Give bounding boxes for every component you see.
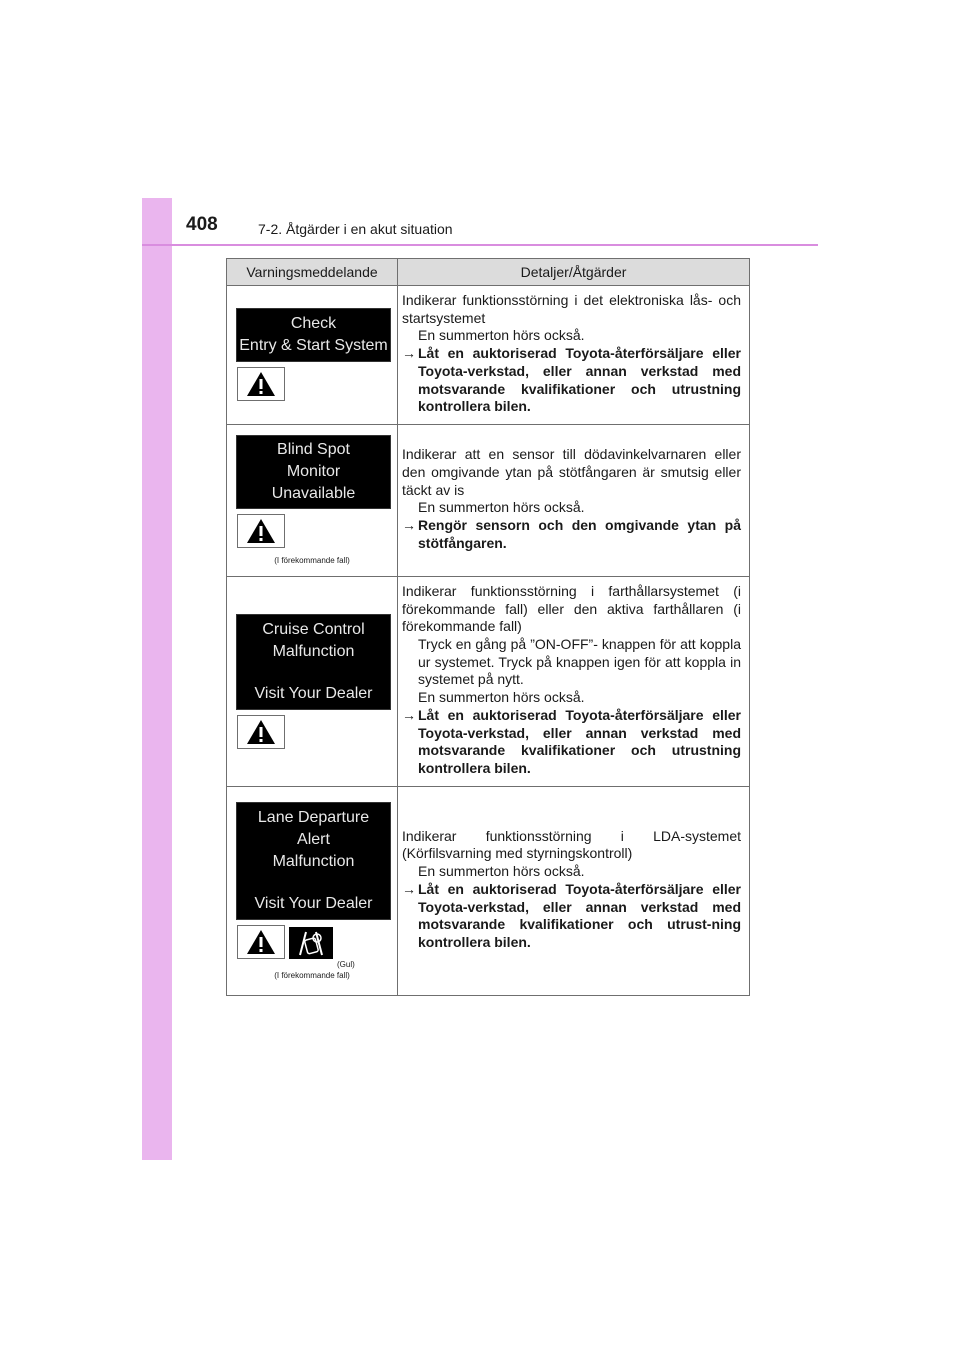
- message-cell: [227, 576, 398, 786]
- availability-caption: (I förekommande fall): [274, 970, 350, 980]
- indicator-row: [237, 925, 397, 969]
- color-label: (Gul): [337, 959, 355, 969]
- page-number: 408: [186, 214, 218, 235]
- table-header-row: [227, 259, 750, 286]
- description-text: Indikerar funktionsstörning i LDA-systemet (Körfilsvarning med styrningskontroll): [402, 827, 741, 862]
- table-row: [227, 286, 750, 425]
- details-cell: [398, 786, 750, 995]
- action-text: [402, 345, 741, 416]
- indicator-row: [237, 367, 397, 401]
- message-cell: [227, 286, 398, 425]
- warning-triangle-icon: [237, 367, 285, 401]
- note-text: En summerton hörs också.: [418, 327, 585, 344]
- note-text: En summerton hörs också.: [418, 499, 585, 516]
- indicator-row: [237, 715, 397, 749]
- display-line: Entry & Start System: [239, 337, 388, 355]
- display-line: Monitor: [286, 463, 341, 481]
- details-cell: [398, 424, 750, 576]
- display-message: [236, 435, 391, 509]
- display-line: Malfunction: [272, 852, 355, 870]
- description-text: Indikerar funktionsstörning i det elektroniska lås- och startsystemet: [402, 292, 741, 326]
- display-line: Lane Departure: [257, 808, 370, 826]
- description-text: Indikerar funktionsstörning i farthållarsystemet (i förekommande fall) eller den aktiva farthållaren (i förekommande fall): [402, 582, 741, 635]
- note-text: En summerton hörs också.: [418, 863, 585, 880]
- table-row: [227, 786, 750, 995]
- display-gap: [237, 873, 390, 893]
- arrow-icon: →: [402, 517, 416, 534]
- message-cell: [227, 424, 398, 576]
- side-tab-band: [142, 198, 172, 1160]
- display-message: [236, 614, 391, 710]
- display-message: [236, 802, 391, 920]
- display-message: [236, 308, 391, 362]
- warning-triangle-icon: [237, 715, 285, 749]
- note-text: En summerton hörs också.: [418, 689, 585, 706]
- message-cell: [227, 786, 398, 995]
- table-row: [227, 424, 750, 576]
- warning-table: [226, 258, 750, 996]
- indicator-row: [237, 514, 397, 548]
- action-label: Låt en auktoriserad Toyota-återförsäljare eller Toyota-verkstad, eller annan verkstad med motsvarande kvalifikationer och utrust-ning kontrollera bilen.: [418, 880, 741, 950]
- details-cell: [398, 576, 750, 786]
- column-header-details: Detaljer/Åtgärder: [398, 259, 750, 286]
- column-header-message: Varningsmeddelande: [227, 259, 398, 286]
- display-line: Check: [290, 315, 337, 333]
- display-line: Alert: [297, 830, 330, 848]
- action-text: [402, 517, 741, 552]
- header-rule: [142, 244, 818, 246]
- action-label: Rengör sensorn och den omgivande ytan på stötfångaren.: [418, 517, 741, 551]
- display-line: Malfunction: [272, 642, 355, 660]
- action-text: [402, 707, 741, 778]
- table-row: [227, 576, 750, 786]
- note-text: Tryck en gång på ”ON-OFF”- knappen för att koppla ur systemet. Tryck på knappen igen för att koppla in systemet på nytt.: [418, 636, 741, 688]
- action-text: [402, 881, 741, 952]
- chapter-title: 7-2. Åtgärder i en akut situation: [258, 221, 453, 237]
- display-line: Visit Your Dealer: [254, 894, 373, 912]
- display-line: Blind Spot: [277, 441, 350, 459]
- action-label: Låt en auktoriserad Toyota-återförsäljare eller Toyota-verkstad, eller annan verkstad med motsvarande kvalifikationer och utrustning kontrollera bilen.: [418, 706, 741, 776]
- display-line: Unavailable: [271, 485, 356, 503]
- display-gap: [237, 663, 390, 683]
- display-line: Cruise Control: [262, 620, 365, 638]
- details-cell: [398, 286, 750, 425]
- description-text: Indikerar att en sensor till dödavinkelvarnaren eller den omgivande ytan på stötfångaren är smutsig eller täckt av is: [402, 446, 741, 498]
- arrow-icon: →: [402, 345, 416, 362]
- availability-caption: (I förekommande fall): [274, 556, 350, 566]
- action-label: Låt en auktoriserad Toyota-återförsäljare eller Toyota-verkstad, eller annan verkstad med motsvarande kvalifikationer och utrustning kontrollera bilen.: [418, 345, 741, 415]
- arrow-icon: →: [402, 706, 416, 723]
- page-header: [142, 208, 818, 246]
- warning-triangle-icon: [237, 925, 285, 959]
- lda-steering-icon: [289, 927, 333, 959]
- display-line: Visit Your Dealer: [254, 684, 373, 702]
- arrow-icon: →: [402, 880, 416, 897]
- warning-triangle-icon: [237, 514, 285, 548]
